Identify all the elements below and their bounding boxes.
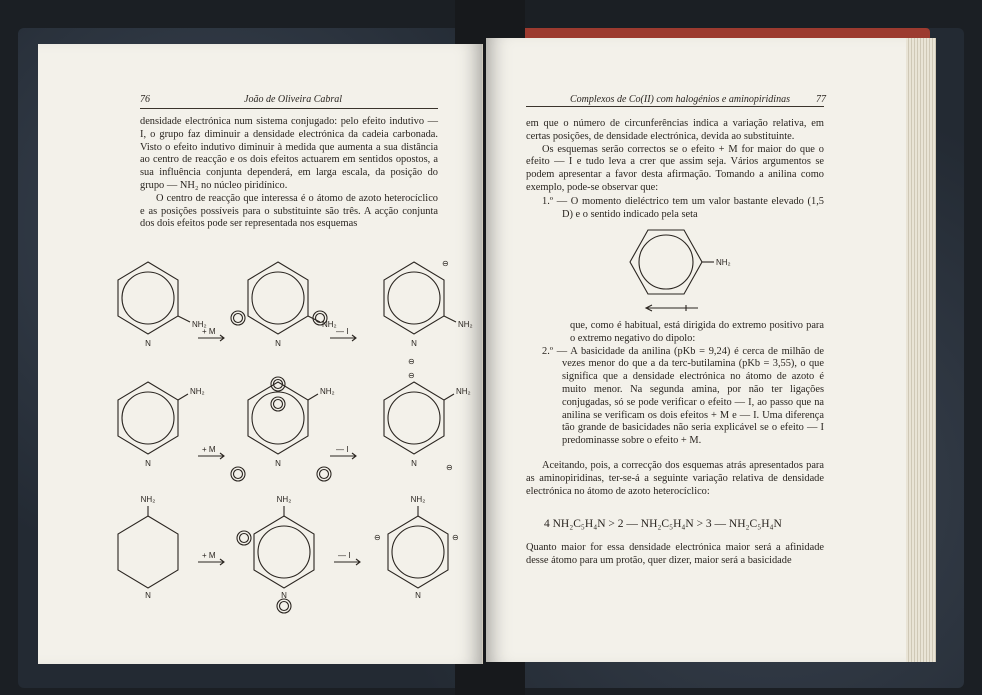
left-page (38, 44, 483, 664)
n-label: N (145, 591, 151, 600)
plus-m-label: + M (202, 327, 216, 336)
aniline-structure (606, 226, 766, 318)
header-rule (140, 108, 438, 109)
minus-i-label: — I (336, 327, 349, 336)
n-label: N (145, 339, 151, 348)
charge-minus: ⊖ (446, 463, 453, 472)
running-head: Complexos de Co(II) com halogénios e aminopiridinas (570, 94, 790, 105)
paragraph: O centro de reacção que interessa é o átomo de azoto heterocíclico e as posições possíveis para o substituinte são três. A acção conjunta dos dois efeitos pode ser representada nos esquemas (140, 192, 438, 230)
nh2-label: NH₂ (192, 320, 207, 329)
right-text-middle (526, 320, 824, 498)
paragraph: densidade electrónica num sistema conjugado: pelo efeito indutivo — I, o grupo faz diminuir a densidade electrónica da cadeia carbonada. Visto o efeito indutivo diminuir à medida que aumenta a sua distância ao centro de reacção e os dois efeitos actuarem em sentidos opostos, a sua influência conjunta dependerá, em larga escala, da posição do grupo — NH₂ no núcleo piridínico. (140, 116, 438, 191)
nh2-label: NH₂ (276, 495, 292, 504)
resonance-schemes (38, 254, 482, 634)
nh2-label: NH₂ (322, 320, 337, 329)
page-number: 77 (816, 94, 826, 105)
minus-i-label: — I (336, 445, 349, 454)
charge-minus: ⊖ (374, 533, 381, 542)
right-text-top (526, 118, 824, 221)
charge-minus: ⊖ (442, 259, 449, 268)
nh2-label: NH₂ (140, 495, 156, 504)
minus-i-label: — I (338, 551, 351, 560)
page-stack-edge (906, 38, 936, 662)
charge-minus: ⊖ (452, 533, 459, 542)
charge-minus: ⊖ (408, 357, 415, 366)
n-label: N (275, 459, 281, 468)
page-number: 76 (140, 94, 150, 105)
paragraph: Os esquemas serão correctos se o efeito + M for maior do que o efeito — I e tudo leva a crer que assim seja. Vários argumentos se podem apresentar a favor desta afirmação. Tomando a anilina como exemplo, pode-se observar que: (526, 143, 824, 193)
nh2-label: NH₂ (320, 387, 335, 396)
header-rule (526, 106, 824, 107)
right-text-bottom (526, 542, 824, 568)
left-text-block (140, 116, 438, 231)
list-item: 2.º — A basicidade da anilina (pKb = 9,24) é cerca de milhão de vezes menor do que a da terc-butilamina (pKb = 3,55), o que significa que a densidade electrónica no átomo de azoto é muito menor. Na segunda amina, por não ter ligações conjugadas, só se pode verificar o efeito — I, ao passo que na anilina se verificam os dois efeitos + M e — I. Uma diferença tão grande de basicidades não seria explicável se o efeito — I predominasse sobre o efeito + M. (542, 345, 824, 447)
n-label: N (411, 339, 417, 348)
nh2-label: NH₂ (190, 387, 205, 396)
paragraph: Aceitando, pois, a correcção dos esquemas atrás apresentados para as aminopiridinas, ter-se-á a seguinte variação relativa de densidade electrónica no átomo de azoto heterocíclico: (526, 459, 824, 497)
n-label: N (281, 591, 287, 600)
paragraph: Quanto maior for essa densidade electrónica maior será a afinidade desse átomo para um protão, quer dizer, maior será a basicidade (526, 542, 824, 566)
charge-minus: ⊖ (408, 371, 415, 380)
running-head: João de Oliveira Cabral (244, 94, 343, 105)
plus-m-label: + M (202, 551, 216, 560)
n-label: N (145, 459, 151, 468)
basicity-equation: 4 NH₂C₅H₄N > 2 — NH₂C₅H₄N > 3 — NH₂C₅H₄N (544, 518, 782, 530)
nh2-label: NH₂ (716, 258, 731, 267)
n-label: N (411, 459, 417, 468)
paragraph: em que o número de circunferências indica a variação relativa, em certas posições, de densidade electrónica, devida ao substituinte. (526, 118, 824, 142)
paragraph: que, como é habitual, está dirigida do extremo positivo para o extremo negativo do dipolo: (570, 320, 824, 344)
nh2-label: NH₂ (458, 320, 473, 329)
n-label: N (415, 591, 421, 600)
right-page (486, 38, 906, 662)
n-label: N (275, 339, 281, 348)
nh2-label: NH₂ (410, 495, 426, 504)
plus-m-label: + M (202, 445, 216, 454)
list-item: 1.º — O momento dieléctrico tem um valor bastante elevado (1,5 D) e o sentido indicado pela seta (542, 195, 824, 220)
nh2-label: NH₂ (456, 387, 471, 396)
